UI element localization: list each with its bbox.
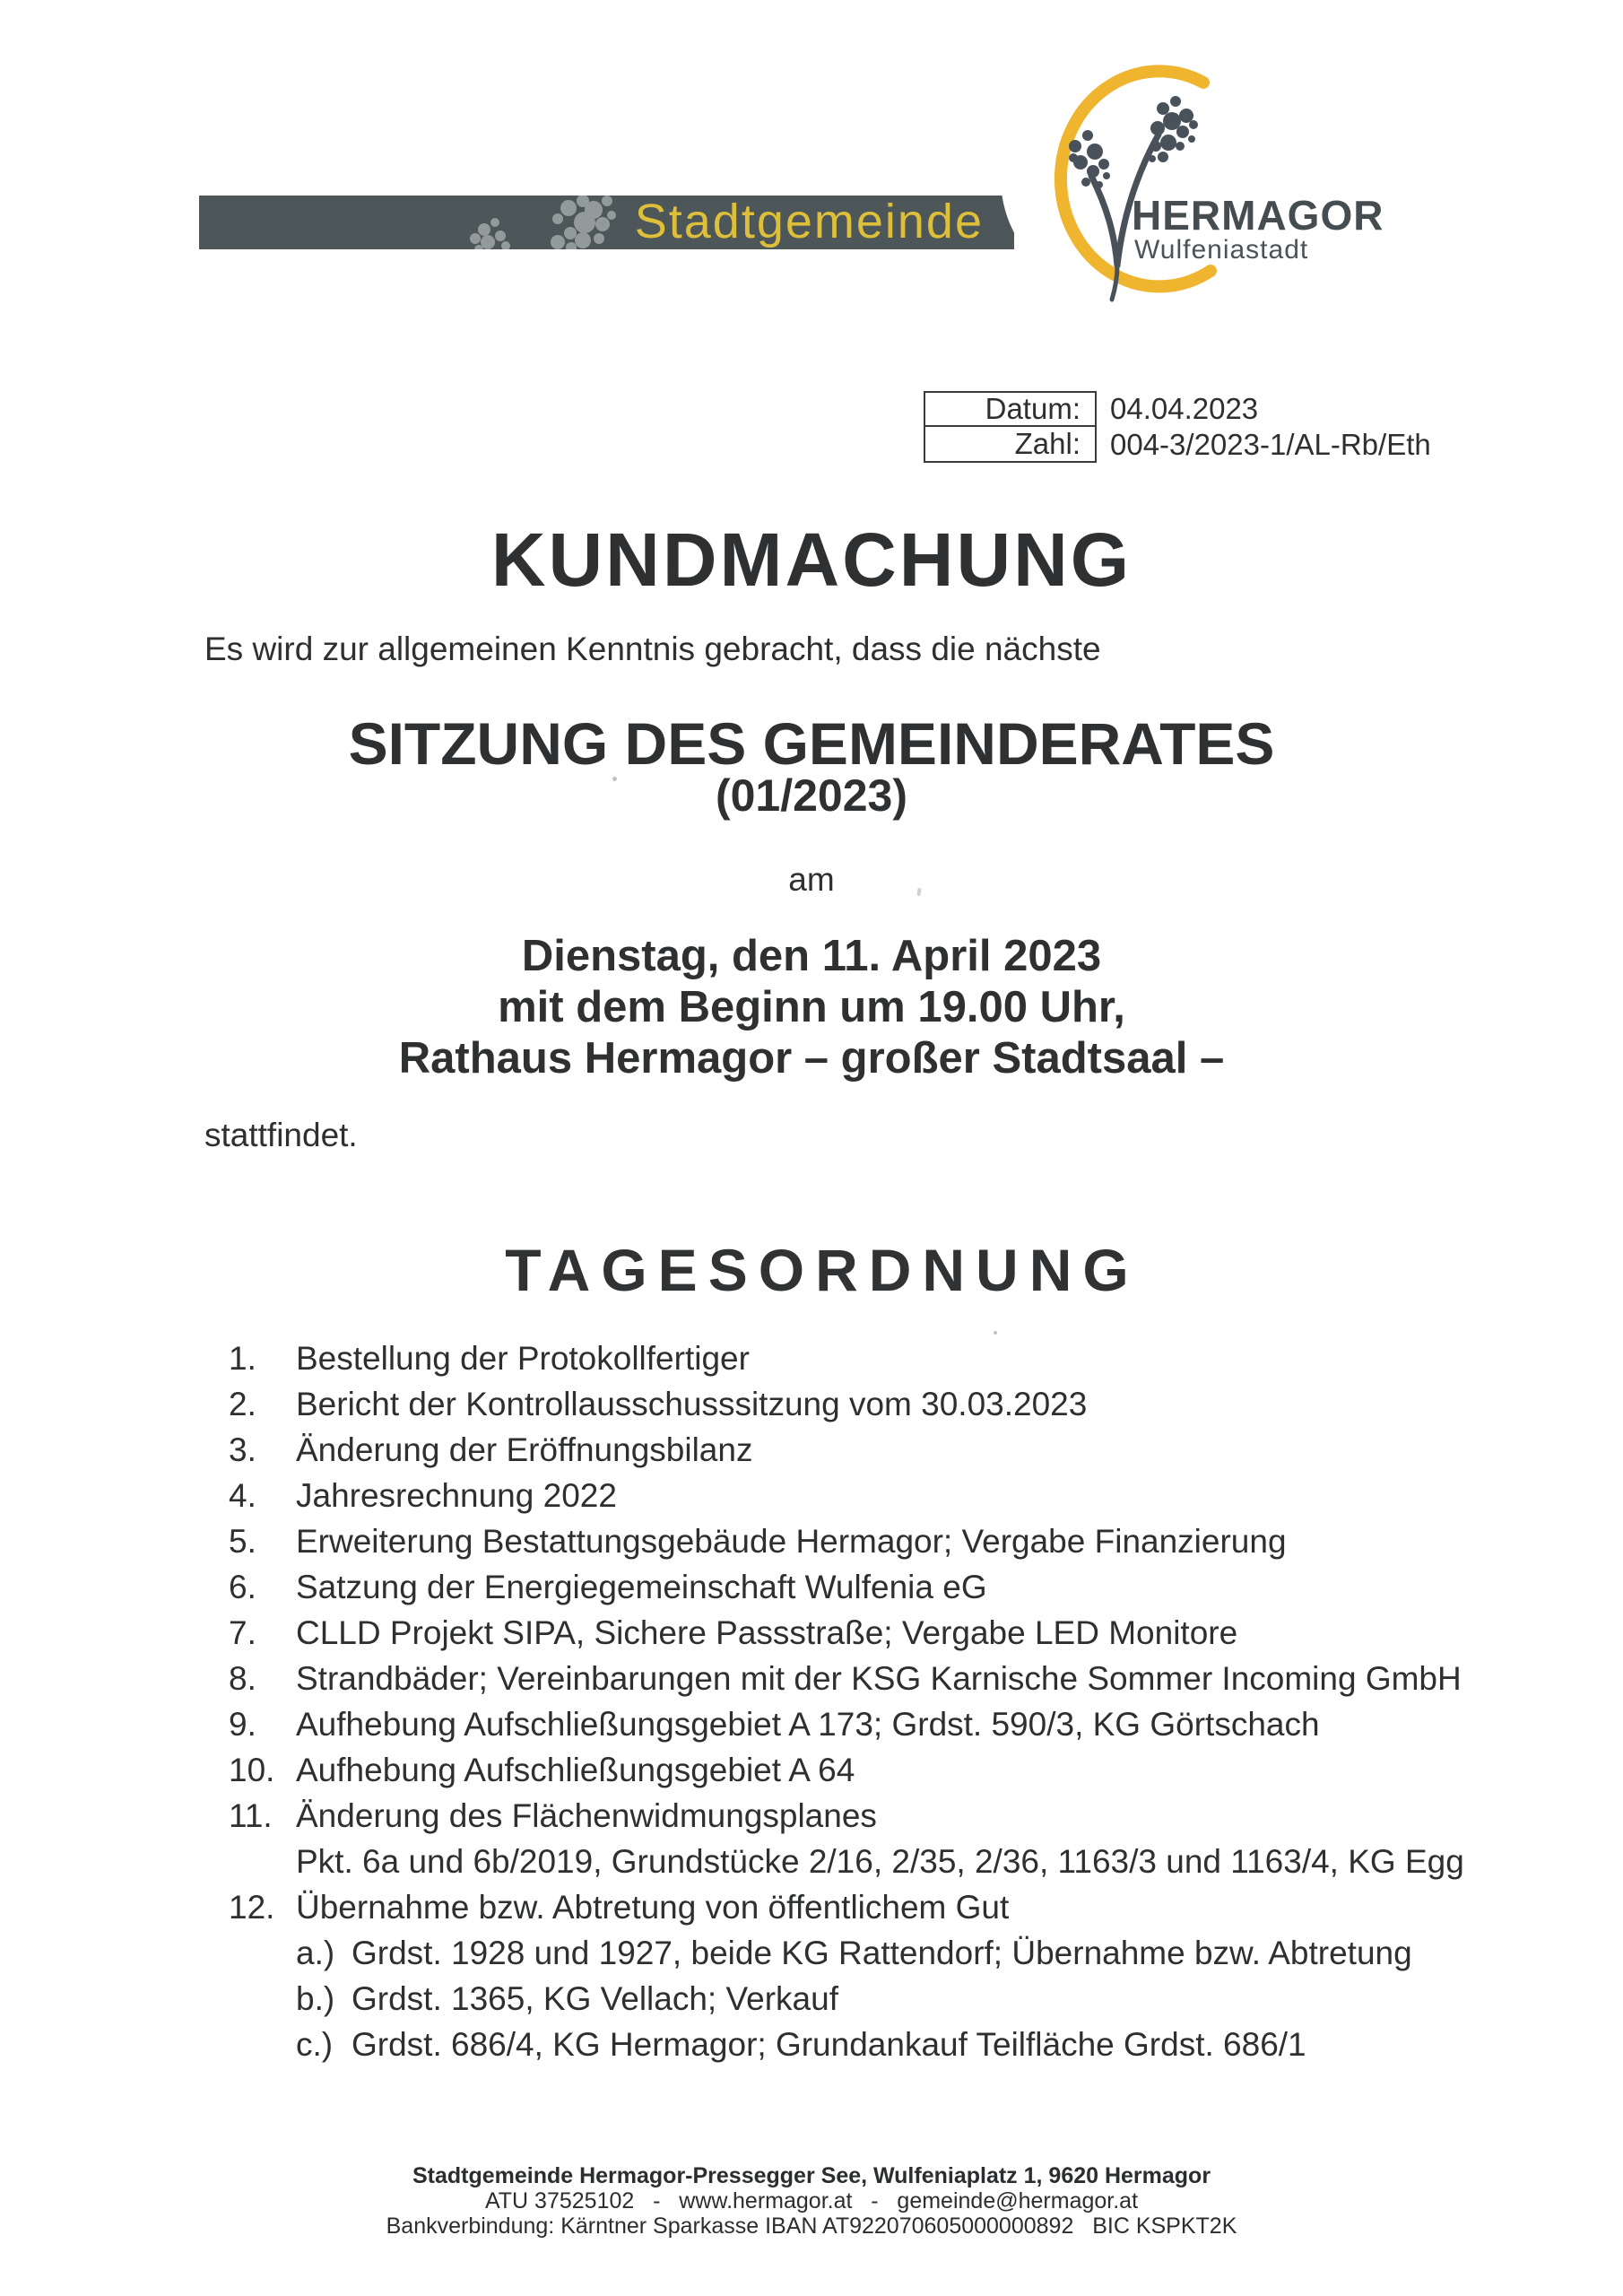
agenda-subitem — [204, 1930, 1487, 1976]
agenda-item-continuation — [204, 1839, 1487, 1884]
agenda-subitem-marker: a.) — [296, 1935, 335, 1971]
agenda-subitem — [204, 2022, 1487, 2067]
agenda-item-number: 1. — [229, 1340, 256, 1377]
meta-box — [924, 391, 1431, 463]
zahl-value: 004-3/2023-1/AL-Rb/Eth — [1110, 428, 1431, 461]
agenda-item-number: 11. — [229, 1797, 273, 1834]
scan-artifact — [612, 777, 617, 781]
agenda-item-number: 6. — [229, 1569, 256, 1605]
header-band — [199, 196, 1014, 249]
agenda-subitem-marker: b.) — [296, 1980, 335, 2017]
agenda-item — [204, 1793, 1487, 1839]
agenda-item — [204, 1518, 1487, 1564]
session-when-place: Rathaus Hermagor – großer Stadtsaal – — [398, 1034, 1225, 1083]
agenda-item-text: Pkt. 6a und 6b/2019, Grundstücke 2/16, 2/35, 2/36, 1163/3 und 1163/4, KG Egg — [296, 1843, 1464, 1880]
session-when-date: Dienstag, den 11. April 2023 — [521, 932, 1102, 980]
zahl-label: Zahl: — [924, 427, 1097, 463]
footer-contact: ATU 37525102 - www.hermagor.at - gemeinde@hermagor.at — [484, 2188, 1139, 2213]
agenda-item — [204, 1381, 1487, 1427]
agenda-item-number: 7. — [229, 1614, 256, 1651]
agenda-item — [204, 1473, 1487, 1518]
footer — [0, 2163, 1623, 2239]
footer-address: Stadtgemeinde Hermagor-Pressegger See, Wulfeniaplatz 1, 9620 Hermagor — [412, 2163, 1211, 2188]
wulfenia-flower-icon — [986, 45, 1237, 314]
session-when-time: mit dem Beginn um 19.00 Uhr, — [498, 983, 1125, 1031]
session-number: (01/2023) — [715, 770, 908, 821]
agenda-item-number: 5. — [229, 1523, 256, 1560]
band-label: Stadtgemeinde — [634, 196, 984, 248]
session-heading: SITZUNG DES GEMEINDERATES — [348, 710, 1275, 777]
agenda-subitem-text: Grdst. 686/4, KG Hermagor; Grundankauf Teilfläche Grdst. 686/1 — [352, 2026, 1306, 2063]
datum-value: 04.04.2023 — [1110, 392, 1259, 425]
agenda-item-text: Aufhebung Aufschließungsgebiet A 64 — [296, 1752, 855, 1788]
agenda-heading: TAGESORDNUNG — [505, 1237, 1140, 1303]
agenda-item — [204, 1656, 1487, 1701]
agenda-item-text: Änderung der Eröffnungsbilanz — [296, 1431, 753, 1468]
agenda-item-text: Satzung der Energiegemeinschaft Wulfenia eG — [296, 1569, 987, 1605]
session-closing: stattfindet. — [204, 1117, 358, 1153]
agenda-item-number: 9. — [229, 1706, 256, 1743]
agenda-list — [204, 1335, 1487, 2067]
scan-artifact — [994, 1331, 997, 1335]
logo-wordmark: HERMAGOR — [1132, 192, 1384, 239]
agenda-item-number: 3. — [229, 1431, 256, 1468]
agenda-item — [204, 1564, 1487, 1610]
meta-row-zahl — [924, 427, 1431, 463]
agenda-item-text: Änderung des Flächenwidmungsplanes — [296, 1797, 877, 1834]
agenda-subitem-marker: c.) — [296, 2026, 334, 2063]
agenda-item-text: Aufhebung Aufschließungsgebiet A 173; Grdst. 590/3, KG Görtschach — [296, 1706, 1320, 1743]
agenda-item-text: Jahresrechnung 2022 — [296, 1477, 617, 1514]
logo-subtitle: Wulfeniastadt — [1134, 235, 1309, 265]
agenda-item-number: 10. — [229, 1752, 275, 1788]
session-preposition: am — [788, 861, 835, 898]
agenda-item-number: 8. — [229, 1660, 256, 1697]
agenda-item-text: Übernahme bzw. Abtretung von öffentlichem Gut — [296, 1889, 1010, 1926]
meta-row-datum — [924, 391, 1431, 427]
page-title: KUNDMACHUNG — [490, 517, 1133, 602]
agenda-item — [204, 1610, 1487, 1656]
session-when — [0, 931, 1623, 1084]
agenda-item-text: Bericht der Kontrollausschusssitzung vom 30.03.2023 — [296, 1386, 1088, 1422]
agenda-item-number: 12. — [229, 1889, 275, 1926]
agenda-subitem — [204, 1976, 1487, 2022]
agenda-item — [204, 1747, 1487, 1793]
agenda-item-number: 4. — [229, 1477, 256, 1514]
footer-bank: Bankverbindung: Kärntner Sparkasse IBAN AT922070605000000892 BIC KSPKT2K — [386, 2213, 1237, 2239]
agenda-subitem-text: Grdst. 1928 und 1927, beide KG Rattendorf; Übernahme bzw. Abtretung — [352, 1935, 1412, 1971]
agenda-item-text: Strandbäder; Vereinbarungen mit der KSG Karnische Sommer Incoming GmbH — [296, 1660, 1462, 1697]
agenda-item — [204, 1884, 1487, 1930]
intro-text: Es wird zur allgemeinen Kenntnis gebracht, dass die nächste — [204, 631, 1101, 667]
agenda-item-number: 2. — [229, 1386, 256, 1422]
agenda-subitem-text: Grdst. 1365, KG Vellach; Verkauf — [352, 1980, 838, 2017]
agenda-item-text: Erweiterung Bestattungsgebäude Hermagor; Vergabe Finanzierung — [296, 1523, 1287, 1560]
agenda-item — [204, 1701, 1487, 1747]
datum-label: Datum: — [924, 391, 1097, 427]
agenda-item — [204, 1427, 1487, 1473]
agenda-item-text: CLLD Projekt SIPA, Sichere Passstraße; Vergabe LED Monitore — [296, 1614, 1238, 1651]
agenda-item-text: Bestellung der Protokollfertiger — [296, 1340, 750, 1377]
agenda-item — [204, 1335, 1487, 1381]
